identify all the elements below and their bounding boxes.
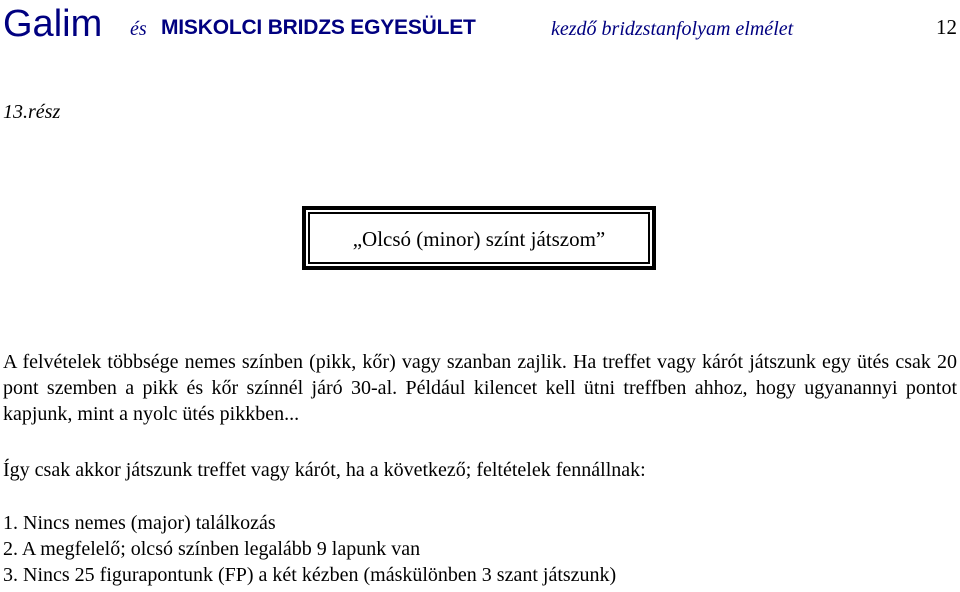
brand-name: Galim	[3, 3, 103, 45]
conditions-list	[3, 510, 957, 588]
conditions-intro-paragraph: Így csak akkor játszunk treffet vagy kárót, ha a következő; feltételek fennállnak:	[3, 459, 646, 481]
condition-item: 2. A megfelelő; olcsó színben legalább 9 lapunk van	[3, 538, 421, 560]
condition-item: 3. Nincs 25 figurapontunk (FP) a két kézben (máskülönben 3 szant játszunk)	[3, 564, 617, 586]
header-conjunction: és	[130, 18, 147, 40]
page-number: 12	[936, 15, 957, 39]
part-label: 13.rész	[3, 101, 61, 123]
page-header	[3, 0, 957, 46]
section-title-inner-border	[308, 212, 650, 264]
section-title-box	[302, 206, 656, 270]
intro-paragraph: A felvételek többsége nemes színben (pikk, kőr) vagy szanban zajlik. Ha treffet vagy kárót játszunk egy ütés csak 20 pont szemben a pikk és kőr színnél járó 30-al. Például kilencet kell ütni treffben ahhoz, hogy ugyanannyi pontot kapjunk, mint a nyolc ütés pikkben...	[3, 351, 957, 425]
condition-item: 1. Nincs nemes (major) találkozás	[3, 512, 276, 534]
course-name: kezdő bridzstanfolyam elmélet	[551, 18, 794, 40]
section-title: „Olcsó (minor) színt játszom”	[352, 227, 606, 251]
club-name: MISKOLCI BRIDZS EGYESÜLET	[161, 16, 476, 39]
